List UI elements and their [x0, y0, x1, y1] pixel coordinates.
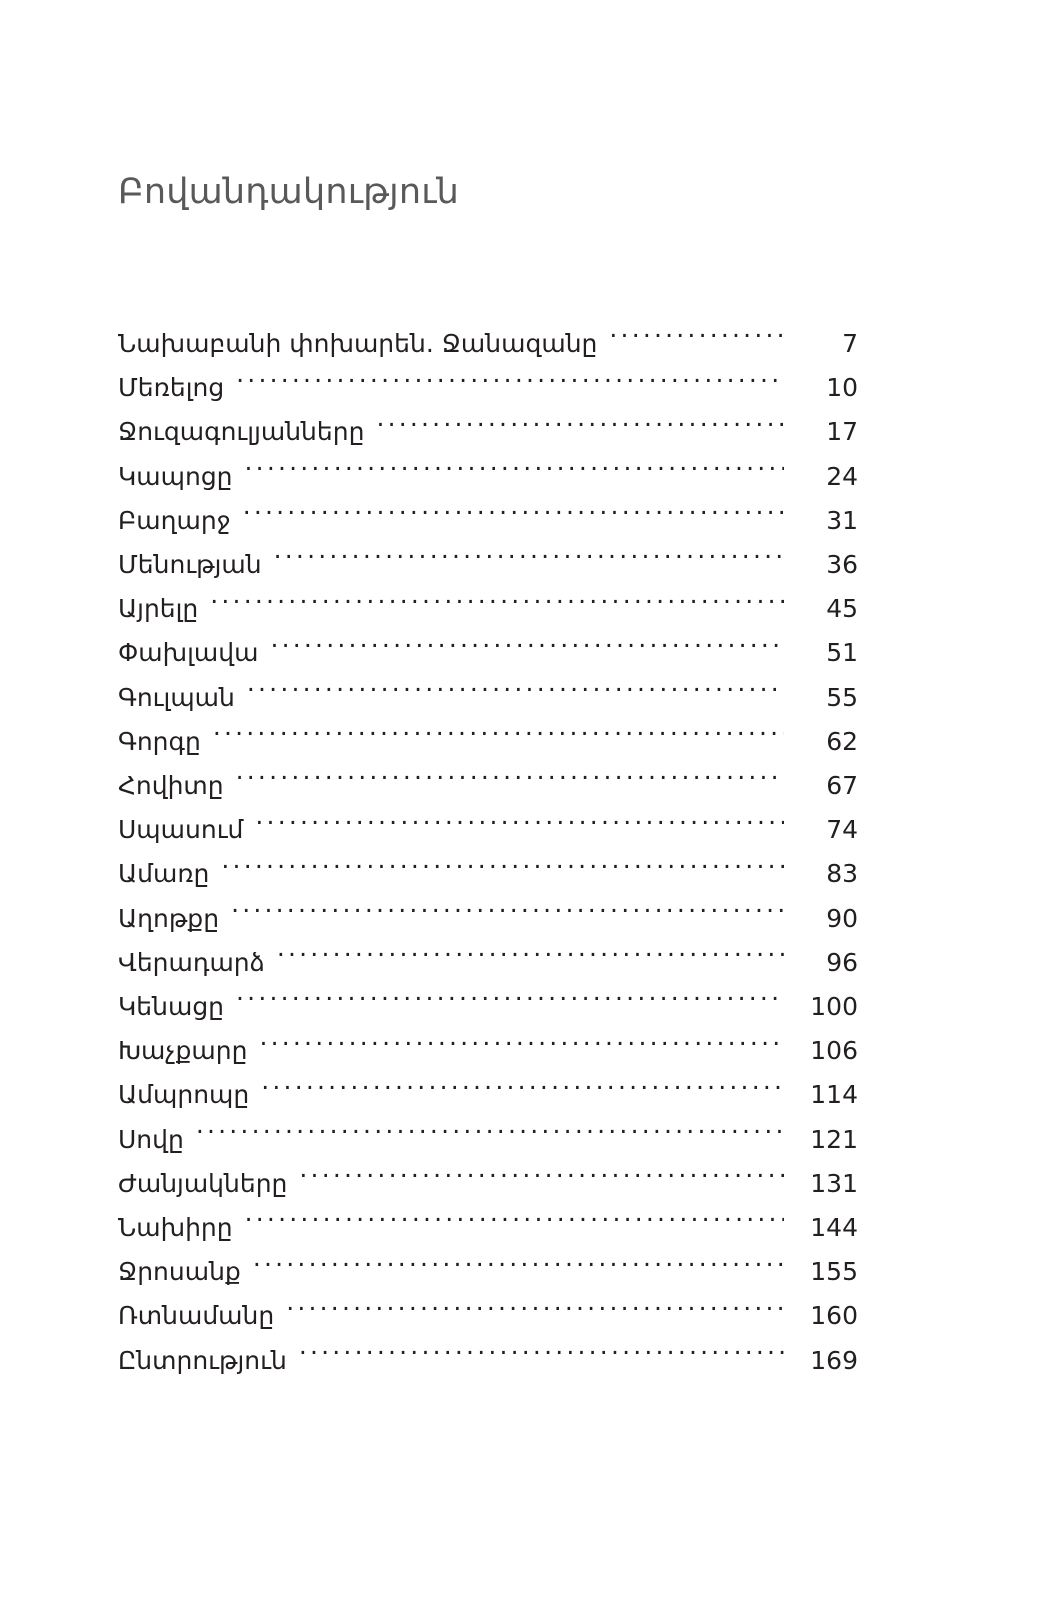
toc-entry-page-number: 106 [810, 1036, 858, 1066]
toc-entry[interactable] [118, 455, 858, 499]
toc-entry-label: Սովը [118, 1124, 184, 1154]
toc-leader-dots [270, 636, 784, 661]
toc-leader-dots [245, 1211, 784, 1236]
toc-entry-label: Ջրոսանք [118, 1257, 241, 1287]
toc-entry[interactable] [118, 1029, 858, 1073]
toc-entry[interactable] [118, 543, 858, 587]
toc-entry-page-number: 100 [810, 992, 858, 1022]
toc-leader-dots [274, 548, 784, 573]
toc-entry-page-number: 55 [826, 682, 858, 712]
toc-entry-label: Ընտրություն [118, 1345, 287, 1375]
toc-entry-label: Սպասում [118, 815, 244, 845]
toc-entry[interactable] [118, 676, 858, 720]
toc-leader-dots [213, 725, 784, 750]
toc-entry[interactable] [118, 1118, 858, 1162]
toc-entry-page-number: 169 [810, 1345, 858, 1375]
toc-entry-page-number: 10 [826, 373, 858, 403]
toc-leader-dots [196, 1123, 784, 1148]
toc-entry-label: Ռտնամանը [118, 1301, 275, 1331]
toc-entry[interactable] [118, 587, 858, 631]
toc-entry-label: Այրելը [118, 594, 199, 624]
toc-entry-page-number: 7 [842, 329, 858, 358]
toc-entry-label: Գուլպան [118, 682, 235, 712]
toc-leader-dots [299, 1167, 784, 1192]
toc-entry[interactable] [118, 1339, 858, 1383]
toc-entry-label: Գորգը [118, 726, 201, 756]
toc-leader-dots [247, 681, 784, 706]
toc-entry-label: Ժանյակները [118, 1168, 288, 1198]
toc-entry-label: Մենության [118, 550, 262, 580]
page-title: Բովանդակություն [118, 172, 460, 213]
toc-leader-dots [286, 1299, 784, 1324]
toc-entry[interactable] [118, 941, 858, 985]
toc-entry[interactable] [118, 322, 858, 366]
toc-leader-dots [221, 857, 784, 882]
toc-entry-page-number: 155 [810, 1257, 858, 1287]
toc-entry-page-number: 114 [810, 1080, 858, 1110]
toc-entry-label: Նախաբանի փոխարեն. Ջանազանը [118, 329, 598, 358]
toc-entry-page-number: 36 [826, 550, 858, 580]
toc-entry-page-number: 160 [810, 1301, 858, 1331]
toc-entry-page-number: 121 [810, 1124, 858, 1154]
toc-leader-dots [261, 1078, 784, 1103]
toc-entry-page-number: 74 [826, 815, 858, 845]
toc-entry-label: Ամպրոպը [118, 1080, 250, 1110]
toc-leader-dots [243, 504, 784, 529]
toc-leader-dots [245, 460, 784, 485]
toc-entry-label: Խաչքարը [118, 1036, 248, 1066]
toc-leader-dots [277, 946, 784, 971]
toc-entry-page-number: 45 [826, 594, 858, 624]
toc-entry-page-number: 17 [826, 417, 858, 447]
toc-leader-dots [299, 1344, 784, 1369]
table-of-contents [118, 322, 858, 1383]
toc-entry[interactable] [118, 366, 858, 410]
toc-leader-dots [236, 990, 784, 1015]
toc-entry-label: Նախիրը [118, 1213, 233, 1243]
toc-entry-page-number: 51 [826, 638, 858, 668]
toc-entry-page-number: 62 [826, 726, 858, 756]
toc-entry-label: Հովիտը [118, 771, 224, 801]
toc-leader-dots [609, 327, 784, 352]
toc-entry[interactable] [118, 1294, 858, 1338]
toc-entry-page-number: 67 [826, 771, 858, 801]
toc-entry-label: Կապոցը [118, 461, 233, 491]
toc-entry-label: Ամառը [118, 859, 210, 889]
toc-entry-page-number: 144 [810, 1213, 858, 1243]
toc-entry-label: Բաղարջ [118, 505, 231, 535]
toc-entry[interactable] [118, 631, 858, 675]
toc-entry[interactable] [118, 764, 858, 808]
toc-leader-dots [231, 902, 784, 927]
toc-entry-label: Ջուզագուլյանները [118, 417, 365, 447]
toc-entry[interactable] [118, 808, 858, 852]
toc-entry-label: Փախլավա [118, 638, 259, 668]
toc-leader-dots [253, 1255, 784, 1280]
toc-entry[interactable] [118, 1073, 858, 1117]
toc-entry-label: Մեռելոց [118, 373, 225, 403]
toc-entry-label: Աղոթքը [118, 903, 220, 933]
toc-leader-dots [236, 769, 784, 794]
toc-entry[interactable] [118, 1206, 858, 1250]
toc-entry[interactable] [118, 1250, 858, 1294]
toc-entry-label: Վերադարձ [118, 947, 265, 977]
toc-leader-dots [376, 415, 784, 440]
toc-entry-page-number: 31 [826, 505, 858, 535]
toc-entry[interactable] [118, 410, 858, 454]
toc-entry-page-number: 24 [826, 461, 858, 491]
toc-leader-dots [259, 1034, 784, 1059]
toc-leader-dots [255, 813, 784, 838]
toc-leader-dots [236, 371, 784, 396]
toc-entry-page-number: 83 [826, 859, 858, 889]
toc-entry-page-number: 90 [826, 903, 858, 933]
toc-entry[interactable] [118, 852, 858, 896]
toc-entry-page-number: 96 [826, 947, 858, 977]
toc-entry[interactable] [118, 985, 858, 1029]
toc-entry[interactable] [118, 720, 858, 764]
toc-entry[interactable] [118, 1162, 858, 1206]
toc-leader-dots [210, 592, 784, 617]
toc-entry-page-number: 131 [810, 1168, 858, 1198]
toc-entry[interactable] [118, 499, 858, 543]
toc-entry[interactable] [118, 897, 858, 941]
toc-entry-label: Կենացը [118, 992, 225, 1022]
